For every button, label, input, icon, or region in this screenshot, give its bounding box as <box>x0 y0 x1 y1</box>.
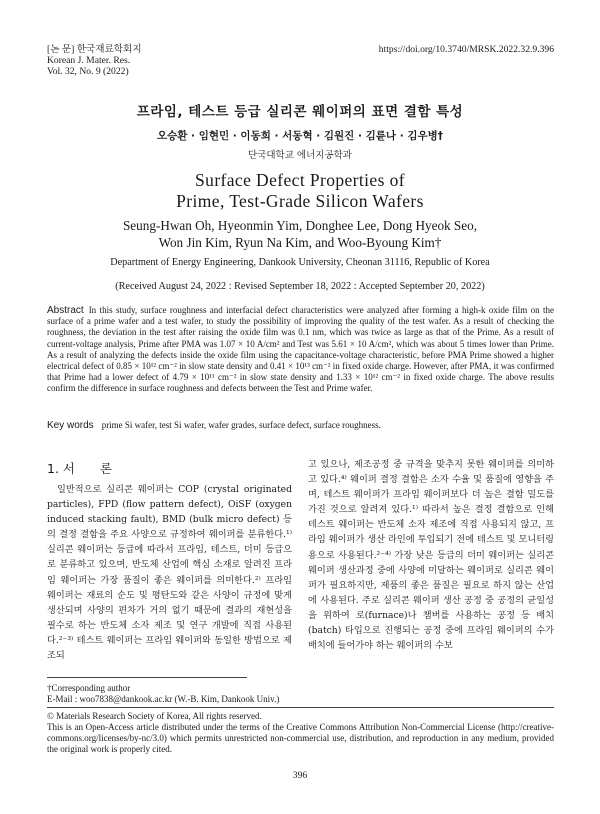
journal-name-ko: [논 문] 한국재료학회지 <box>47 44 142 55</box>
authors-english-line2: Won Jin Kim, Ryun Na Kim, and Woo-Byoung Kim† <box>158 234 442 250</box>
journal-name-en: Korean J. Mater. Res. <box>47 55 131 66</box>
authors-english-line1: Seung-Hwan Oh, Hyeonmin Yim, Donghee Lee, Dong Hyeok Seo, <box>122 218 478 233</box>
footnote-divider <box>47 677 247 678</box>
copyright-line: © Materials Research Society of Korea, All rights reserved. <box>47 711 262 721</box>
keywords-label: Key words <box>47 420 94 431</box>
license-text: This is an Open-Access article distributed under the terms of the Creative Commons Attribution Non-Commercial License (http://creative-commons.org/licenses/by-nc/3.0) which permits unrestricted non-commercial use, distribution, and reproduction in any medium, provided the original work is properly cited. <box>47 722 554 754</box>
corresponding-author-note: †Corresponding author <box>47 683 131 693</box>
body-right-column: 고 있으나, 제조공정 중 규격을 맞추지 못한 웨이퍼를 의미하고 있다.⁴⁾ 웨이퍼 결정 결함은 소자 수율 및 품질에 영향을 주며, 테스트 웨이퍼가 프라임 웨이퍼보다 더 높은 결함 밀도를 가진 것으로 알려져 있다.¹⁾ 따라서 높은 결정 결함으로 인해 테스트 웨이퍼는 반도체 소자 제조에 직접 사용되지 않고, 프라임 웨이퍼가 생산 라인에 투입되기 전에 테스트 및 모니터링용으로 사용된다.²⁻⁴⁾ 가장 낮은 등급의 더미 웨이퍼는 실리콘 웨이퍼 생산과정 중에 사양에 미달하는 웨이퍼로 실리콘 웨이퍼가 필요하지만, 제품의 좋은 품질은 필요로 하지 않는 산업에 사용된다. 주로 실리콘 웨이퍼 생산 공정 중 공정의 균일성을 위하여 로(furnace)나 챔버를 사용하는 공정 등 배치(batch) 타입으로 진행되는 공정 중에 프라임 웨이퍼의 수가 배치에 들어가야 하는 웨이퍼의 수보 <box>308 459 554 652</box>
authors-english <box>0 218 600 251</box>
keywords-text: prime Si wafer, test Si wafer, wafer grades, surface defect, surface roughness. <box>101 420 381 430</box>
copyright-block <box>47 711 554 755</box>
section-heading-intro: 1. 서 론 <box>47 461 113 476</box>
keywords <box>47 420 554 431</box>
body-left-column: 일반적으로 실리콘 웨이퍼는 COP (crystal originated particles), FPD (flow pattern defect), OiSF (oxygen induced stacking fault), BMD (bulk micro defect) 등의 결정 결함을 주요 사양으로 규정하여 웨이퍼를 분류한다.¹⁾ 실리콘 웨이퍼는 등급에 따라서 프라임, 테스트, 더미 등급으로 분류하고 있으며, 반도체 산업에 핵심 소재로 알려진 프라임 웨이퍼는 가장 품질이 좋은 웨이퍼를 의미한다.²⁾ 프라임 웨이퍼는 재료의 순도 및 평탄도와 같은 사양이 규정에 맞게 생산되며 사양의 편차가 거의 없기 때문에 결과의 재현성을 필수로 하는 반도체 소자 제조 및 연구 개발에 직접 사용된다.²⁻³⁾ 테스트 웨이퍼는 프라임 웨이퍼와 동일한 방법으로 제조되 <box>47 484 292 662</box>
journal-volume: Vol. 32, No. 9 (2022) <box>47 66 129 77</box>
abstract-text: In this study, surface roughness and interfacial defect characteristics were analyzed after forming a high-k oxide film on the surface of a prime wafer and a test wafer, to study the possibility of improving the quality of the test wafer. As a result of checking the roughness, the deviation in the test after raising the oxide film was 0.1 nm, which was twice as large as that of the Prime. As a result of current-voltage analysis, Prime after PMA was 1.07 × 10 A/cm² and Test was 5.61 × 10 A/cm², which was about 5 times lower than Prime. As a result of analyzing the defects inside the oxide film using the capacitance-voltage characteristic, before PMA Prime showed a higher electrical defect of 0.85 × 10¹² cm⁻² in slow state density and 0.41 × 10¹³ cm⁻² in fixed oxide charge. However, after PMA, it was confirmed that Prime had a lower defect of 4.79 × 10¹¹ cm⁻² in slow state density and 1.33 × 10¹² cm⁻² in fixed oxide charge. The above results confirm the difference in surface roughness and defects between the Test and Prime wafer. <box>47 305 554 394</box>
affiliation-korean: 단국대학교 에너지공학과 <box>248 150 352 161</box>
affiliation-english: Department of Energy Engineering, Dankook University, Cheonan 31116, Republic of Korea <box>110 257 490 268</box>
title-english-line2: Prime, Test-Grade Silicon Wafers <box>176 191 424 211</box>
abstract <box>47 305 554 395</box>
authors-korean: 오승환 · 임현민 · 이동희 · 서동혁 · 김원진 · 김륜나 · 김우병† <box>156 130 444 142</box>
footnote <box>47 683 554 705</box>
copyright-divider <box>47 707 554 708</box>
page-number: 396 <box>292 770 308 781</box>
title-korean: 프라임, 테스트 등급 실리콘 웨이퍼의 표면 결함 특성 <box>136 104 464 120</box>
doi-link[interactable]: https://doi.org/10.3740/MRSK.2022.32.9.396 <box>378 44 554 55</box>
title-english-line1: Surface Defect Properties of <box>195 170 405 190</box>
corresponding-email: E-Mail : woo7838@dankook.ac.kr (W.-B. Kim, Dankook Univ.) <box>47 694 280 704</box>
received-dates: (Received August 24, 2022 : Revised September 18, 2022 : Accepted September 20, 2022) <box>115 281 485 292</box>
title-english <box>0 170 600 212</box>
journal-info <box>47 44 142 77</box>
abstract-label: Abstract <box>47 305 84 316</box>
